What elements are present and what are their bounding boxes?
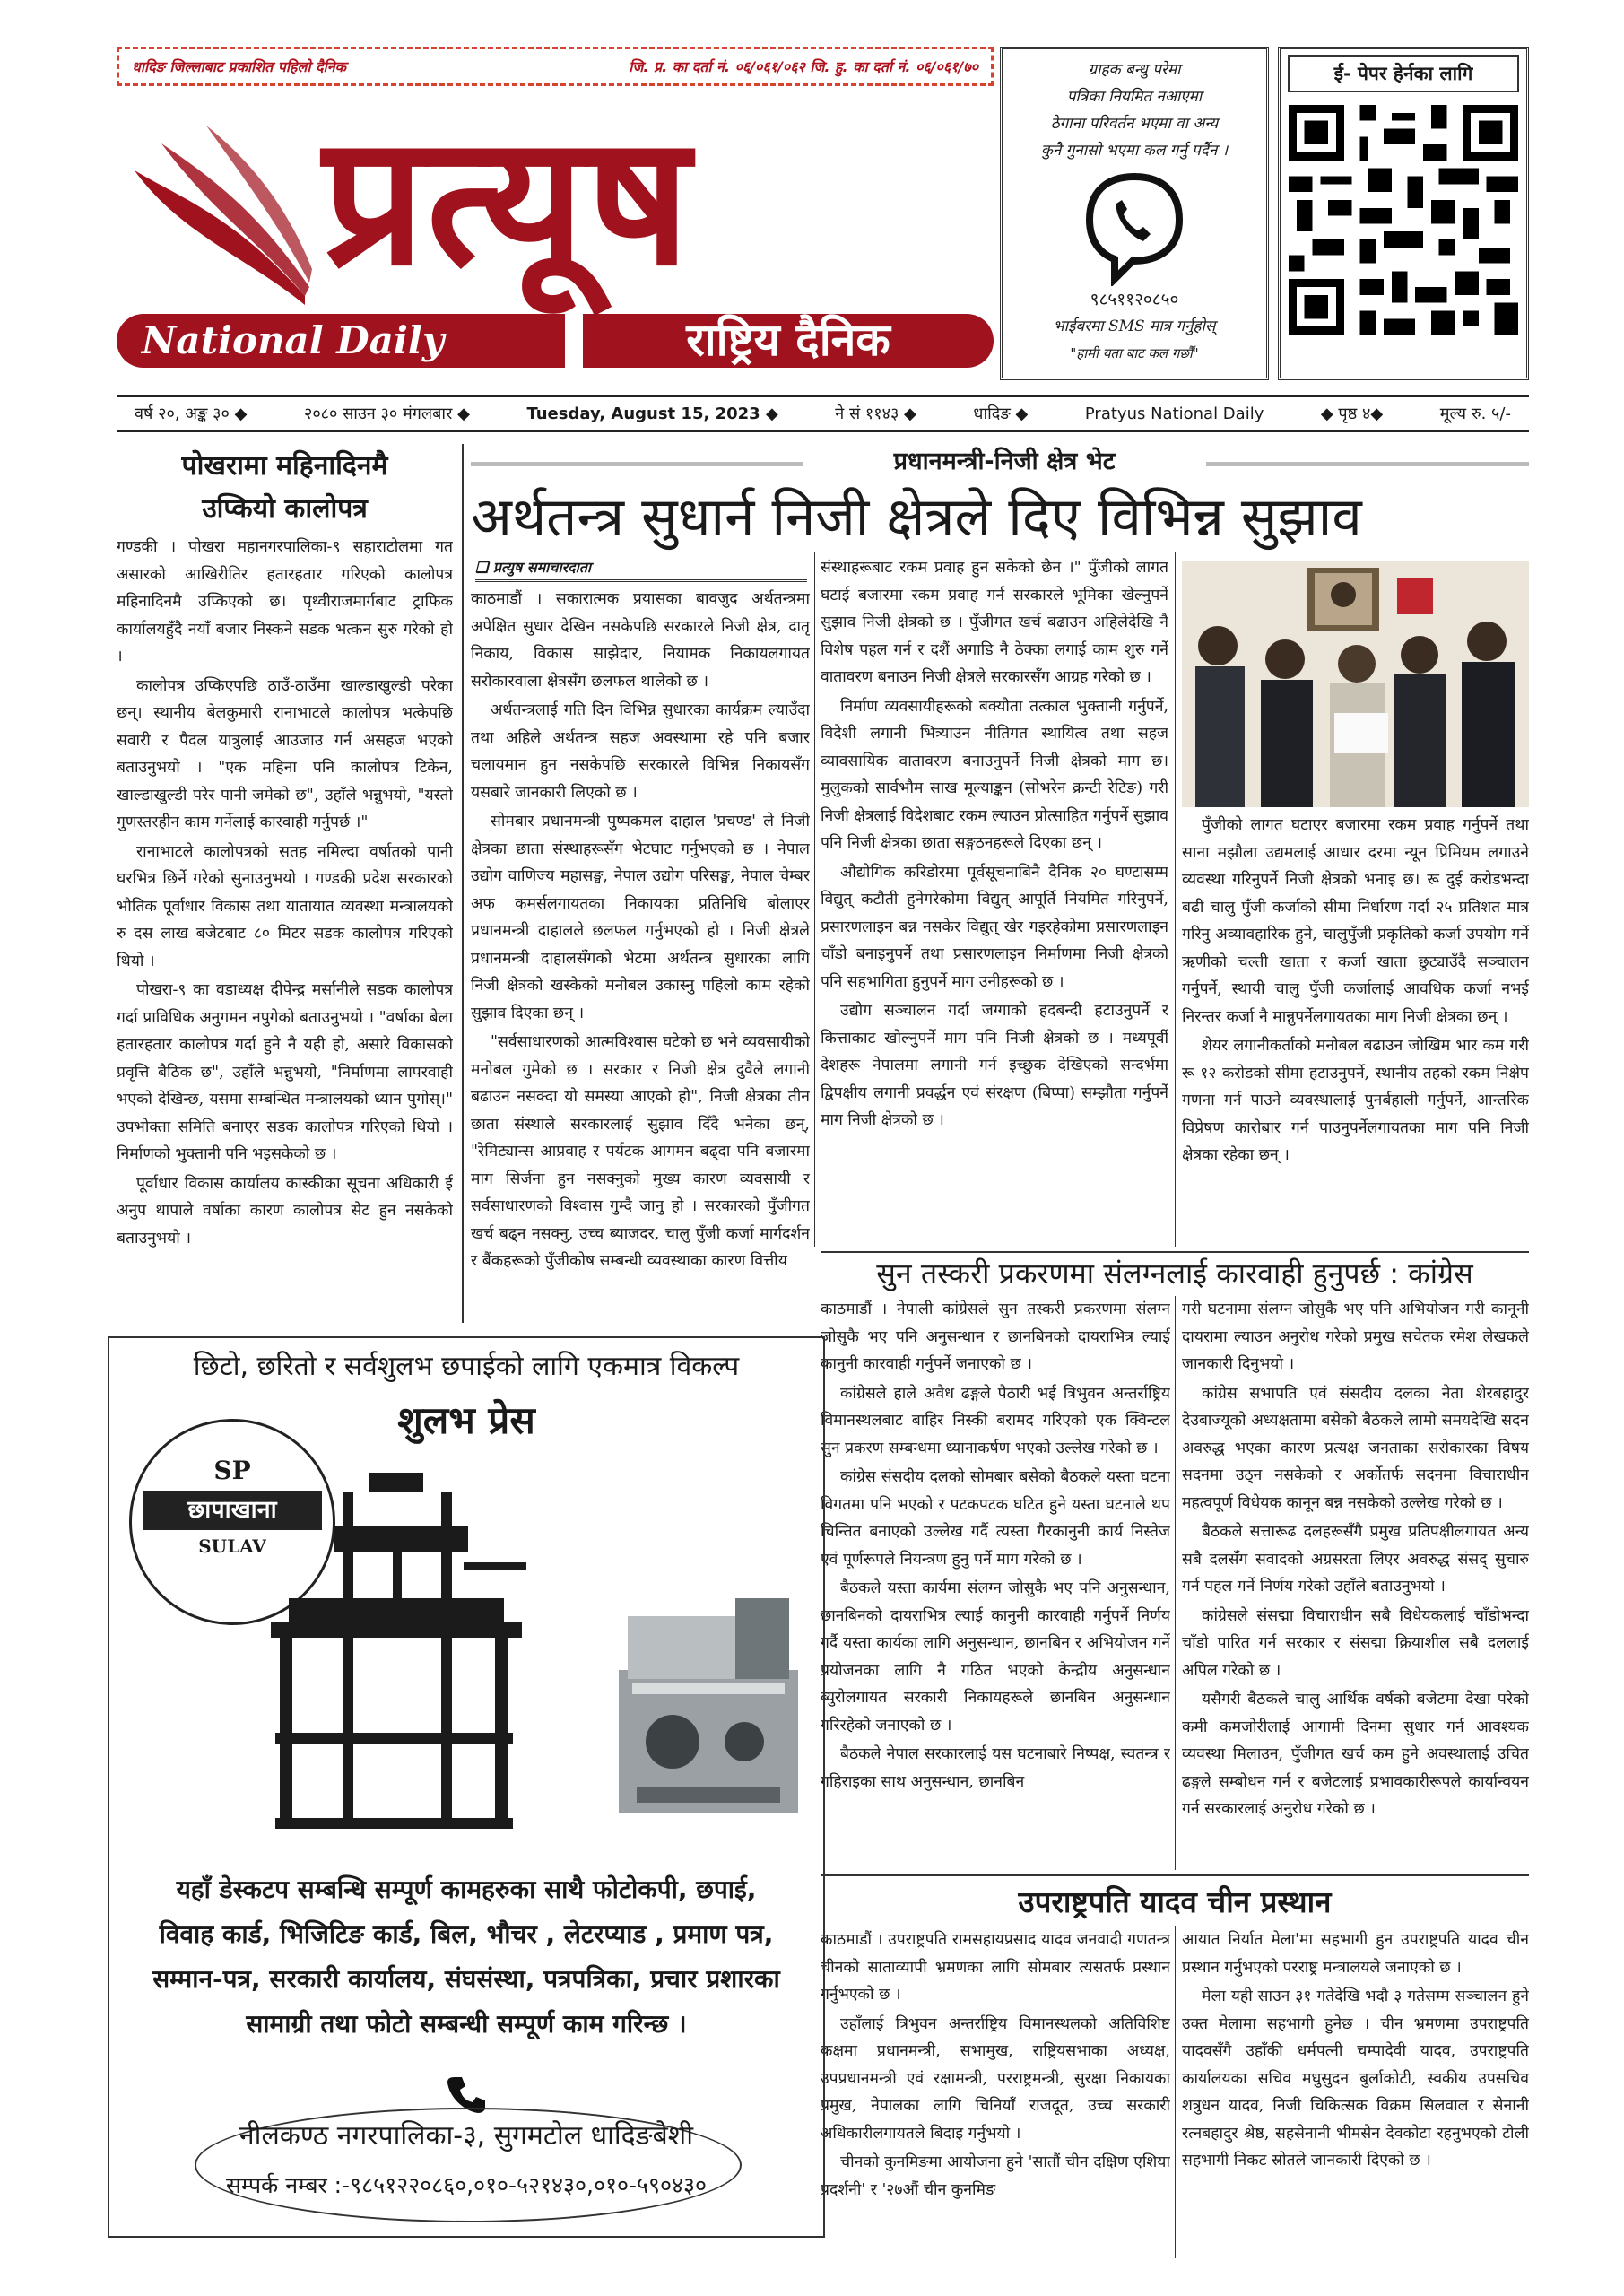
registration-strip <box>117 47 994 86</box>
meeting-photo-image <box>1182 561 1529 807</box>
paragraph: काठमाडौं । सकारात्मक प्रयासका बावजुद अर्थतन्त्रमा अपेक्षित सुधार देखिन नसकेपछि सरकारले निजी क्षेत्र, दातृ निकाय, विकास साझेदार, नियामक निकायलगायत सरोकारवाला क्षेत्रसँग छलफल थालेको छ । <box>471 590 810 691</box>
notice-phone: ९८५११२०८५० <box>1090 290 1179 309</box>
column-divider <box>1175 552 1176 1247</box>
hand-press-illustration <box>235 1464 540 1840</box>
paragraph: काठमाडौं । उपराष्ट्रपति रामसहायप्रसाद यादव जनवादी गणतन्त्र चीनको साताव्यापी भ्रमणका लागि सोमबार त्यसतर्फ प्रस्थान गर्नुभएको छ । <box>821 1931 1170 2004</box>
paragraph: बैठकले सत्तारूढ दलहरूसँगै प्रमुख प्रतिपक्षीलगायत अन्य सबै दलसँग संवादको अग्रसरता लिएर अवरुद्ध संसद् सुचारु गर्न पहल गर्ने निर्णय गरेको उहाँले बताउनुभयो । <box>1182 1523 1529 1596</box>
volume-issue: वर्ष २०, अङ्क ३० ◆ <box>135 404 248 423</box>
paragraph: "सर्वसाधारणको आत्मविश्वास घटेको छ भने व्यवसायीको मनोबल गुमेको छ । सरकार र निजी क्षेत्र दुवैले लगानी बढाउन नसक्दा यो समस्या आएको हो", निजी क्षेत्रका तीन छाता संस्थाले सरकारलाई सुझाव दिँदै भनेका छन्, "रेमिट्यान्स आप्रवाह र पर्यटक आगमन बढ्दा पनि बजारमा माग सिर्जना हुन नसक्नुको मुख्य कारण व्यवसायी र सर्वसाधारणको विश्वास गुम्दै जानु हो । सरकारको पुँजीगत खर्च बढ्न नसक्नु, उच्च ब्याजदर, चालु पुँजी कर्जा मार्गदर्शन र बैंकहरूको पुँजीकोष सम्बन्धी व्यवस्थाका कारण वित्तीय <box>471 1033 810 1270</box>
vp-headline: उपराष्ट्रपति यादव चीन प्रस्थान <box>1018 1884 1332 1919</box>
gold-column-b <box>1182 1296 1529 1906</box>
notice-line: ग्राहक बन्धु परेमा <box>1088 61 1181 79</box>
registration-number: जि. प्र. का दर्ता नं. ०६/०६१/०६२ जि. हु. का दर्ता नं. ०६/०६१/७० <box>629 58 978 75</box>
gold-headline: सुन तस्करी प्रकरणमा संलग्नलाई कारवाही हुनुपर्छ : कांग्रेस <box>876 1257 1473 1291</box>
paragraph: कालोपत्र उप्किएपछि ठाउँ-ठाउँमा खाल्डाखुल्डी परेका छन्। स्थानीय बेलकुमारी रानाभाटले कालोपत्र भत्केपछि सवारी र पैदल यात्रुलाई आउजाउ गर्न असहज भएको बताउनुभयो । "एक महिना पनि कालोपत्र टिकेन, खाल्डाखुल्डी परेर पानी जमेको छ", उहाँले भन्नुभयो, "यस्तो गुणस्तरहीन काम गर्नेलाई कारवाही गर्नुपर्छ ।" <box>117 676 453 831</box>
subscriber-notice <box>1000 47 1269 380</box>
paragraph: कांग्रेस संसदीय दलको सोमबार बसेको बैठकले यस्ता घटना विगतमा पनि भएको र पटकपटक घटित हुने यस्ता घटनाले थप चिन्तित बनाएको उल्लेख गर्दै त्यस्ता गैरकानुनी कार्य निस्तेज एवं पूर्णरूपले नियन्त्रण हुनु पर्ने माग गरेको छ । <box>821 1468 1170 1569</box>
nepal-sambat: ने सं ११४३ ◆ <box>835 404 916 423</box>
masthead-band-nepali: राष्ट्रिय दैनिक <box>583 314 994 368</box>
paragraph: रानाभाटले कालोपत्रको सतह नमिल्दा वर्षातको पानी घरभित्र छिर्ने गरेको सुनाउनुभयो । गण्डकी प्रदेश सरकारको भौतिक पूर्वाधार विकास तथा यातायात व्यवस्था मन्त्रालयको रु दस लाख बजेटबाट ८० मिटर सडक कालोपत्र गरिएको थियो । <box>117 842 453 970</box>
paragraph: बैठकले नेपाल सरकारलाई यस घटनाबारे निष्पक्ष, स्वतन्त्र र गहिराइका साथ अनुसन्धान, छानबिन <box>821 1745 1170 1791</box>
paper-name: Pratyus National Daily <box>1084 404 1264 423</box>
gold-column-a <box>821 1296 1170 1861</box>
paragraph: सोमबार प्रधानमन्त्री पुष्पकमल दाहाल 'प्रचण्ड' ले निजी क्षेत्रका छाता संस्थाहरूसँग भेटघाट गर्नुभएको छ । नेपाल उद्योग वाणिज्य महासङ्घ, नेपाल उद्योग परिसङ्घ, नेपाल चेम्बर अफ कमर्सलगायतका निकायका प्रतिनिधि बोलाएर प्रधानमन्त्री दाहालले छलफल गर्नुभएको हो । निजी क्षेत्रले प्रधानमन्त्री दाहालसँगको भेटमा अर्थतन्त्र सुधारका लागि निजी क्षेत्रको खस्केको मनोबल उकास्नु पहिलो काम रहेको सुझाव दिएका छन् । <box>471 813 810 1022</box>
masthead-title: प्रत्यूष <box>323 97 692 306</box>
ad-contact: सम्पर्क नम्बर :-९८५१२२०८६०,०१०-५२१४३०,०१०-५९०४३० <box>225 2172 708 2198</box>
offset-press-illustration <box>610 1589 807 1822</box>
notice-line: पत्रिका नियमित नआएमा <box>1066 88 1203 106</box>
paragraph: पुँजीको लागत घटाएर बजारमा रकम प्रवाह गर्नुपर्ने तथा साना मझौला उद्यमलाई आधार दरमा न्यून प्रिमियम लगाउने व्यवस्था गरिनुपर्ने निजी क्षेत्रको भनाइ छ। रू दुई करोडभन्दा बढी चालु पुँजी कर्जाको सीमा निर्धारण गर्दा २५ प्रतिशत मात्र गरिनु अव्यावहारिक हुने, चालुपुँजी प्रकृतिको कर्जा उपयोग गर्ने ऋणीको चल्ती खाता र कर्जा खाता छुट्याउँदै सञ्चालन गर्नुपर्ने, स्थायी चालु पुँजी कर्जालाई आवधिक कर्जा नभई निरन्तर कर्जा नै मान्नुपर्नेलगायतका माग निजी क्षेत्रका छन् । <box>1182 816 1529 1026</box>
section-rule <box>821 1874 1529 1876</box>
column-divider <box>1175 1296 1176 1870</box>
story-title-line1: पोखरामा महिनादिनमै <box>181 450 388 482</box>
paragraph: गण्डकी । पोखरा महानगरपालिका-९ सहाराटोलमा गत असारको आखिरीतिर हतारहतार गरिएको कालोपत्र महिनादिनमै उप्किएको छ। पृथ्वीराजमार्गबाट ट्राफिक कार्यालयहुँदै नयाँ बजार निस्कने सडक भत्कन सुरु गरेको हो । <box>117 538 453 665</box>
ad-services: यहाँ डेस्कटप सम्बन्धि सम्पूर्ण कामहरुका साथै फोटोकपी, छपाई, विवाह कार्ड, भिजिटिङ कार्ड, बिल, भौचर , लेटरप्याड , प्रमाण पत्र, सम्मान-पत्र, सरकारी कार्यालय, संघसंस्था, पत्रपत्रिका, प्रचार प्रशारका सामाग्री तथा फोटो सम्बन्धी सम्पूर्ण काम गरिन्छ । <box>152 1874 780 2039</box>
column-divider <box>462 444 464 1323</box>
paragraph: पोखरा-९ का वडाध्यक्ष दीपेन्द्र मर्सानीले सडक कालोपत्र गर्दा प्राविधिक अनुगमन नपुगेको बताउनुभयो । "वर्षाका बेला हतारहतार कालोपत्र गर्दा हुने नै यही हो, असारे विकासको प्रवृत्ति बैठिक छ", उहाँले भन्नुभयो, "निर्माणमा लापरवाही भएको देखिन्छ, यसमा सम्बन्धित मन्त्रालयको ध्यान पुगोस्।" उपभोक्ता समिति बनाएर सडक कालोपत्र गरिएको थियो । निर्माणको भुक्तानी पनि भइसकेको छ । <box>117 981 453 1163</box>
pokhara-story-body <box>117 534 453 1327</box>
meeting-photo <box>1182 561 1529 807</box>
byline-text: प्रत्युष समाचारदाता <box>492 559 592 576</box>
logo-initials: SP <box>213 1456 251 1485</box>
notice-line: कुनै गुनासो भएमा कल गर्नु पर्दैन । <box>1040 142 1229 160</box>
paragraph: संस्थाहरूबाट रकम प्रवाह हुन सकेको छैन ।" पुँजीको लागत घटाई बजारमा रकम प्रवाह गर्न सरकारले भूमिका खेल्नुपर्ने सुझाव निजी क्षेत्रको छ । पुँजीगत खर्च बढाउन अहिलेदेखि नै विशेष पहल गर्न र दशैं अगाडि नै ठेक्का लगाई काम शुरु गर्ने वातावरण बनाउन निजी क्षेत्रले सरकारसँग आग्रह गरेको छ । <box>821 559 1168 686</box>
notice-sms: भाईबरमा SMS मात्र गर्नुहोस् <box>1053 317 1216 335</box>
ad-press-name: शुलभ प्रेस <box>397 1398 535 1442</box>
paragraph: निर्माण व्यवसायीहरूको बक्यौता तत्काल भुक्तानी गर्नुपर्ने, विदेशी लगानी भित्र्याउन नीतिगत स्थायित्व तथा सहज व्यावसायिक वातावरण बनाउनुपर्ने निजी क्षेत्रको माग छ। मुलुकको सार्वभौम साख मूल्याङ्कन (सोभरेन क्रन्टी रेटिङ) गरी निजी क्षेत्रलाई विदेशबाट रकम ल्याउन प्रोत्साहित गर्नुपर्ने सुझाव पनि निजी क्षेत्रका छाता सङ्गठनहरूले दिएका छन् । <box>821 697 1168 852</box>
paragraph: अर्थतन्त्रलाई गति दिन विभिन्न सुधारका कार्यक्रम ल्याउँदा तथा अहिले अर्थतन्त्र सहज अवस्थामा रहे पनि बजार चलायमान हुन नसकेपछि सरकारले विभिन्न निकायसँग यसबारे जानकारी लिएको छ । <box>471 701 810 802</box>
lead-column-b <box>821 554 1168 1247</box>
byline-square-icon: ❑ <box>475 559 489 576</box>
lead-kicker: प्रधानमन्त्री-निजी क्षेत्र भेट <box>893 448 1116 475</box>
sulav-press-advertisement <box>108 1336 825 2238</box>
viber-phone-icon <box>1081 170 1188 286</box>
epaper-label: ई- पेपर हेर्नका लागि <box>1288 55 1519 92</box>
notice-line: ठेगाना परिवर्तन भएमा वा अन्य <box>1050 115 1219 133</box>
paragraph: शेयर लगानीकर्ताको मनोबल बढाउन जोखिम भार कम गरी रू १२ करोडको सीमा हटाउनुपर्ने, स्थानीय तहको रकम निक्षेप गणना गर्न पाउने व्यवस्थालाई पुनर्बहाली गर्नुपर्ने, आन्तरिक विप्रेषण कारोबार गर्न पाउनुपर्नेलगायतका माग पनि निजी क्षेत्रका रहेका छन् । <box>1182 1037 1529 1164</box>
paragraph: बैठकले यस्ता कार्यमा संलग्न जोसुकै भए पनि अनुसन्धान, छानबिनको दायराभित्र ल्याई कानुनी कारवाही गर्नुपर्ने निर्णय गर्दै यस्ता कार्यका लागि अनुसन्धान, छानबिन र अभियोजन गर्ने प्रयोजनका लागि नै गठित भएको केन्द्रीय अनुसन्धान ब्युरोलगायत सरकारी निकायहरूले छानबिन अनुसन्धान गरिरहेको जनाएको छ । <box>821 1579 1170 1735</box>
column-divider <box>1175 1926 1176 2258</box>
logo-english: SULAV <box>198 1535 266 1557</box>
logo-nepali: छापाखाना <box>143 1491 322 1530</box>
paragraph: आयात निर्यात मेला'मा सहभागी हुन उपराष्ट्रपति यादव चीन प्रस्थान गर्नुभएको परराष्ट्र मन्त्रालयले जनाएको छ । <box>1182 1931 1529 1977</box>
masthead-band-english: National Daily <box>117 314 565 368</box>
paragraph: उहाँलाई त्रिभुवन अन्तर्राष्ट्रिय विमानस्थलको अतिविशिष्ट कक्षमा प्रधानमन्त्री, सभामुख, राष्ट्रियसभाका अध्यक्ष, उपप्रधानमन्त्री एवं रक्षामन्त्री, परराष्ट्रमन्त्री, सुरक्षा निकायका प्रमुख, नेपालका लागि चिनियाँ राजदूत, उच्च सरकारी अधिकारीलगायतले बिदाइ गर्नुभयो । <box>821 2014 1170 2143</box>
first-daily-tagline: धादिङ जिल्लाबाट प्रकाशित पहिलो दैनिक <box>132 58 346 75</box>
paragraph: काठमाडौं । नेपाली कांग्रेसले सुन तस्करी प्रकरणमा संलग्न जोसुकै भए पनि अनुसन्धान र छानबिनको दायराभित्र ल्याई कानुनी कारवाही गर्नुपर्ने जनाएको छ । <box>821 1300 1170 1373</box>
lead-headline: अर्थतन्त्र सुधार्न निजी क्षेत्रले दिए विभिन्न सुझाव <box>471 486 1362 549</box>
masthead <box>117 99 994 368</box>
epaper-box <box>1278 47 1529 380</box>
kicker-rule-right <box>1206 462 1529 466</box>
date-nepali: २०८० साउन ३० मंगलबार ◆ <box>303 404 470 423</box>
paragraph: कांग्रेसले संसद्मा विचाराधीन सबै विधेयकलाई चाँडोभन्दा चाँडो पारित गर्न सरकार र संसद्मा क्रियाशील सबै दललाई अपिल गरेको छ । <box>1182 1606 1529 1680</box>
vp-column-a <box>821 1926 1170 2263</box>
ad-address: नीलकण्ठ नगरपालिका-३, सुगमटोल धादिङबेशी <box>239 2120 693 2152</box>
paragraph: कांग्रेसले हाले अवैध ढङ्गले पैठारी भई त्रिभुवन अन्तर्राष्ट्रिय विमानस्थलबाट बाहिर निस्की बरामद गरिएको एक क्विन्टल सुन प्रकरण सम्बन्धमा ध्यानाकर्षण भएको उल्लेख गरेको छ । <box>821 1384 1170 1457</box>
date-english: Tuesday, August 15, 2023 ◆ <box>526 404 778 423</box>
column-divider <box>814 552 815 1247</box>
qr-code-icon[interactable] <box>1289 105 1518 335</box>
story-title-line2: उप्कियो कालोपत्र <box>202 493 368 525</box>
lead-column-c <box>1182 812 1529 1247</box>
paragraph: मेला यही साउन ३१ गतेदेखि भदौ ३ गतेसम्म सञ्चालन हुने उक्त मेलामा सहभागी हुनेछ । चीन भ्रमणमा उपराष्ट्रपति यादवसँगै उहाँकी धर्मपत्नी चम्पादेवी यादव, उपराष्ट्रपति कार्यालयका सचिव मधुसुदन बुर्लाकोटी, स्वकीय उपसचिव शत्रुधन यादव, निजी चिकित्सक विक्रम सिलवाल र सेनानी रत्नबहादुर श्रेष्ठ, सहसेनानी भीमसेन देवकोटा रहनुभएको टोली सहभागी निकट स्रोतले जानकारी दिएको छ । <box>1182 1987 1529 2170</box>
ad-top-line: छिटो, छरितो र सर्वशुलभ छपाईको लागि एकमात्र विकल्प <box>193 1351 740 1382</box>
lead-column-a <box>471 586 810 1323</box>
place: धादिङ ◆ <box>973 404 1029 423</box>
paragraph: कांग्रेस सभापति एवं संसदीय दलका नेता शेरबहादुर देउबाज्यूको अध्यक्षतामा बसेको बैठकले लामो समयदेखि सदन अवरुद्ध भएका कारण प्रत्यक्ष जनताका सरोकारका विषय सदनमा उठ्न नसकेको र अर्कोतर्फ सदनमा विचाराधीन महत्वपूर्ण विधेयक कानून बन्न नसकेको उल्लेख गरेको छ । <box>1182 1384 1529 1512</box>
kicker-rule-left <box>471 462 803 466</box>
notice-quote: "हामी यता बाट कल गर्छौं" <box>1070 345 1199 361</box>
price: मूल्य रु. ५/- <box>1439 404 1511 423</box>
paragraph: औद्योगिक करिडोरमा पूर्वसूचनाबिनै दैनिक २० घण्टासम्म विद्युत् कटौती हुनेगरेकोमा विद्युत् आपूर्ति नियमित गरिनुपर्ने, प्रसारणलाइन बन्न नसकेर विद्युत् खेर गइरहेकोमा प्रसारणलाइन चाँडो बनाइनुपर्ने तथा प्रसारणलाइन निर्माणमा निजी क्षेत्रको पनि सहभागिता हुनुपर्ने माग उनीहरूको छ । <box>821 863 1168 991</box>
paragraph: उद्योग सञ्चालन गर्दा जग्गाको हदबन्दी हटाउनुपर्ने र कित्ताकाट खोल्नुपर्ने माग पनि निजी क्षेत्रको छ । मध्यपूर्वी देशहरू नेपालमा लगानी गर्न इच्छुक देखिएको सन्दर्भमा द्विपक्षीय लगानी प्रवर्द्धन एवं संरक्षण (बिप्पा) सम्झौता गर्नुपर्ने माग निजी क्षेत्रको छ । <box>821 1002 1168 1129</box>
paragraph: पूर्वाधार विकास कार्यालय कास्कीका सूचना अधिकारी ई अनुप थापाले वर्षाका कारण कालोपत्र सेट हुन नसकेको बताउनुभयो । <box>117 1174 453 1248</box>
byline <box>475 556 807 582</box>
paragraph: चीनको कुनमिङमा आयोजना हुने 'सातौं चीन दक्षिण एशिया प्रदर्शनी' र '२७औं चीन कुनमिङ <box>821 2153 1170 2199</box>
page-number: ◆ पृष्ठ ४◆ <box>1320 404 1384 423</box>
paragraph: गरी घटनामा संलग्न जोसुकै भए पनि अभियोजन गरी कानूनी दायरामा ल्याउन अनुरोध गरेको प्रमुख सचेतक रमेश लेखकले जानकारी दिनुभयो । <box>1182 1300 1529 1373</box>
paragraph: यसैगरी बैठकले चालु आर्थिक वर्षको बजेटमा देखा परेको कमी कमजोरीलाई आगामी दिनमा सुधार गर्न आवश्यक व्यवस्था मिलाउन, पुँजीगत खर्च कम हुने अवस्थालाई उचित ढङ्गले सम्बोधन गर्न र बजेटलाई प्रभावकारीरूपले कार्यान्वयन गर्न सरकारलाई अनुरोध गरेको छ । <box>1182 1691 1529 1818</box>
vp-column-b <box>1182 1926 1529 2263</box>
issue-info-bar <box>117 395 1529 432</box>
feather-logo-icon <box>126 117 314 314</box>
